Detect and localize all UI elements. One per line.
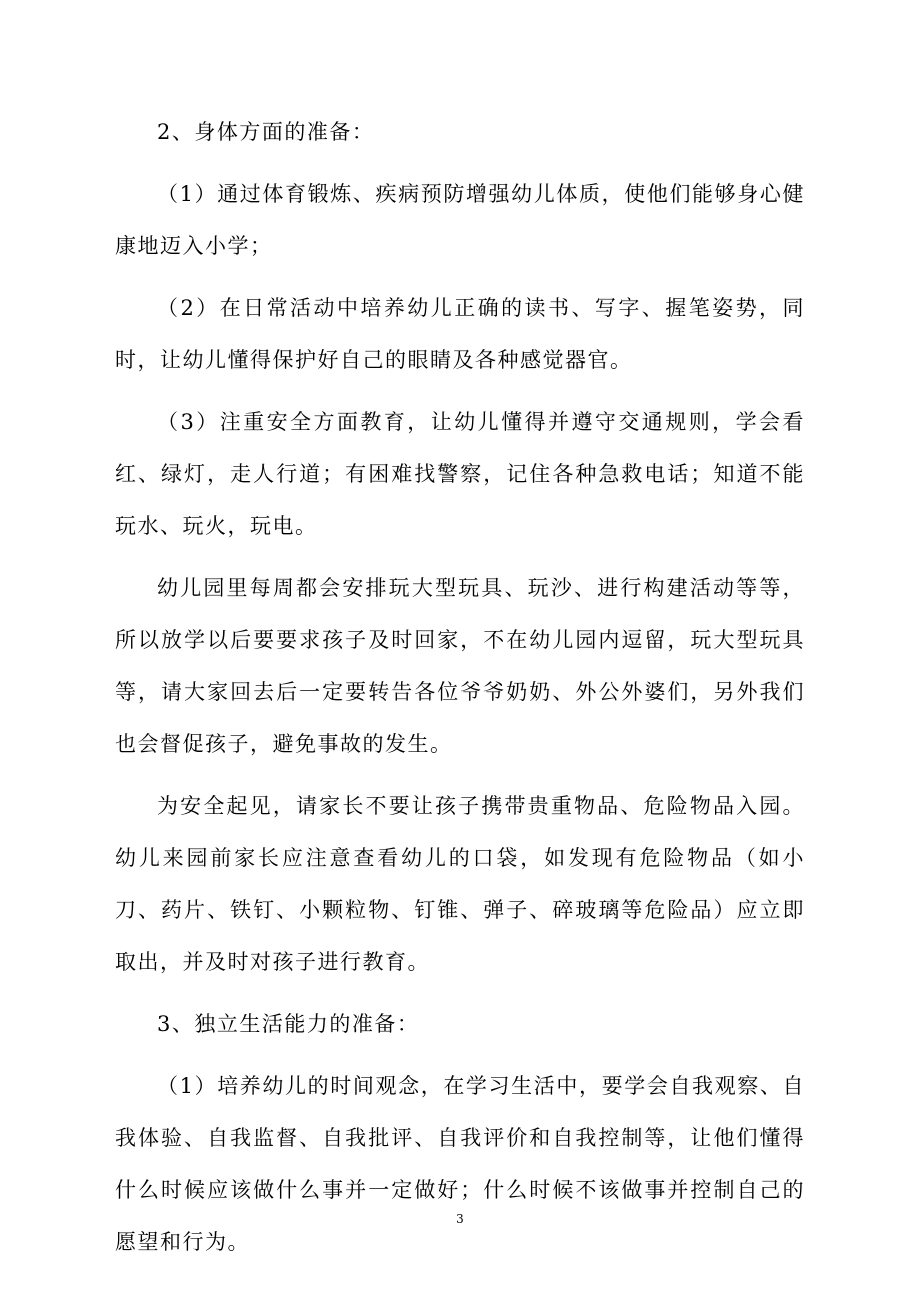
page-number: 3: [456, 1212, 464, 1226]
paragraph-physical-3: （3）注重安全方面教育，让幼儿懂得并遵守交通规则，学会看红、绿灯，走人行道；有困难找警察，记住各种急救电话；知道不能玩水、玩火，玩电。: [115, 410, 805, 538]
paragraph-safety-items: 为安全起见，请家长不要让孩子携带贵重物品、危险物品入园。幼儿来园前家长应注意查看幼儿的口袋，如发现有危险物品（如小刀、药片、铁钉、小颗粒物、钉锥、弹子、碎玻璃等危险品）应立即取出，并及时对孩子进行教育。: [115, 794, 805, 974]
section-heading-physical: 2、身体方面的准备：: [157, 120, 375, 144]
paragraph-physical-1: （1）通过体育锻炼、疾病预防增强幼儿体质，使他们能够身心健康地迈入小学；: [115, 182, 805, 258]
paragraph-independence-1: （1）培养幼儿的时间观念，在学习生活中，要学会自我观察、自我体验、自我监督、自我批评、自我评价和自我控制等，让他们懂得什么时候应该做什么事并一定做好；什么时候不该做事并控制自己的愿望和行为。: [115, 1074, 805, 1254]
paragraph-physical-2: （2）在日常活动中培养幼儿正确的读书、写字、握笔姿势，同时，让幼儿懂得保护好自己的眼睛及各种感觉器官。: [115, 296, 805, 372]
paragraph-playground: 幼儿园里每周都会安排玩大型玩具、玩沙、进行构建活动等等，所以放学以后要要求孩子及时回家，不在幼儿园内逗留，玩大型玩具等，请大家回去后一定要转告各位爷爷奶奶、外公外婆们，另外我们也会督促孩子，避免事故的发生。: [115, 576, 805, 756]
document-body: [115, 106, 805, 1278]
section-heading-independence: 3、独立生活能力的准备：: [157, 1012, 420, 1036]
